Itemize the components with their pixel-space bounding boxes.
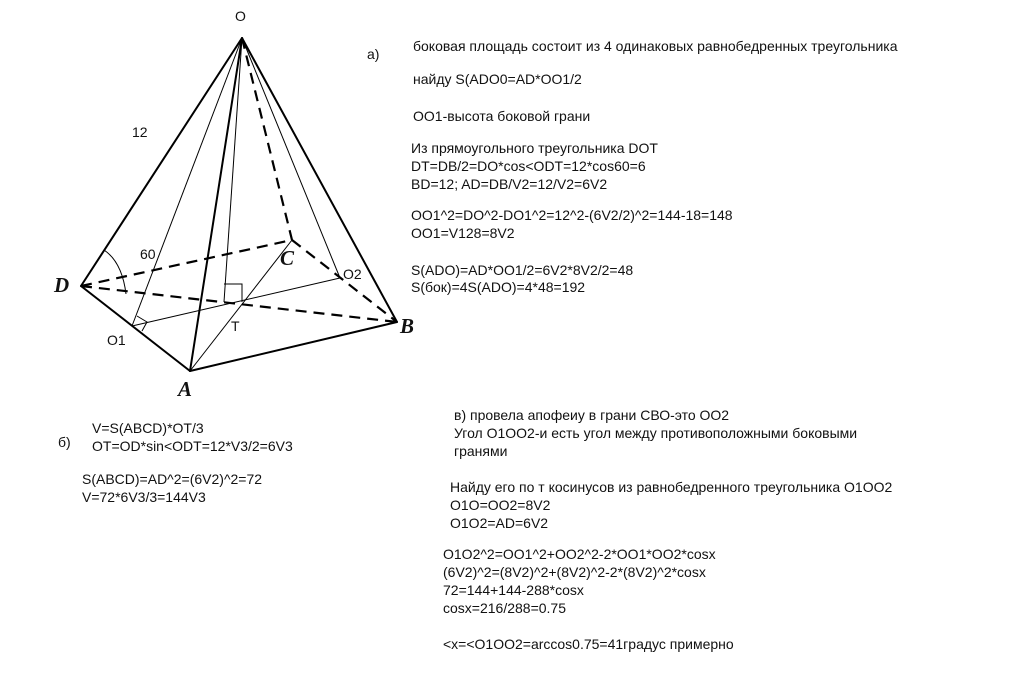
part-b-line-4: V=72*6V3/3=144V3 bbox=[82, 489, 206, 505]
part-v-line-4: Найду его по т косинусов из равнобедренного треугольника O1OO2 bbox=[450, 479, 893, 495]
point-label-O1: O1 bbox=[107, 332, 126, 348]
edge-OC-hidden bbox=[242, 38, 292, 240]
part-a-marker: а) bbox=[367, 46, 380, 62]
part-a-line-5: DT=DB/2=DO*cos<ODT=12*cos60=6 bbox=[411, 158, 646, 174]
part-b-line-3: S(ABCD)=AD^2=(6V2)^2=72 bbox=[82, 471, 263, 487]
point-label-T: T bbox=[231, 318, 240, 334]
vertex-label-C: C bbox=[280, 246, 295, 270]
edge-OB bbox=[242, 38, 397, 322]
angle-label: 60 bbox=[140, 246, 156, 262]
point-label-O2: O2 bbox=[343, 266, 362, 282]
part-a-line-6: BD=12; AD=DB/V2=12/V2=6V2 bbox=[411, 176, 608, 192]
part-v-line-11: <x=<O1OO2=arccos0.75=41градус примерно bbox=[443, 636, 734, 652]
vertex-label-O: O bbox=[235, 8, 246, 24]
vertex-label-B: B bbox=[400, 314, 415, 338]
edge-length-label: 12 bbox=[132, 124, 148, 140]
vertex-label-A: A bbox=[178, 377, 193, 401]
part-a-line-2: найду S(ADO0=AD*OO1/2 bbox=[413, 71, 582, 87]
part-v-line-6: O1O2=AD=6V2 bbox=[450, 515, 549, 531]
part-v-line-5: O1O=OO2=8V2 bbox=[450, 497, 551, 513]
part-b-line-1: V=S(ABCD)*OT/3 bbox=[92, 420, 204, 436]
edge-DA bbox=[81, 286, 190, 371]
part-v-line-8: (6V2)^2=(8V2)^2+(8V2)^2-2*(8V2)^2*cosx bbox=[443, 564, 706, 580]
part-a-line-8: OO1=V128=8V2 bbox=[411, 225, 515, 241]
part-a-line-1: боковая площадь состоит из 4 одинаковых равнобедренных треугольника bbox=[413, 38, 898, 54]
edge-AB bbox=[190, 322, 397, 371]
diagonal-DB-hidden bbox=[81, 286, 397, 322]
part-v-line-3: гранями bbox=[454, 443, 508, 459]
part-a-line-9: S(ADO)=AD*OO1/2=6V2*8V2/2=48 bbox=[411, 262, 634, 278]
part-b-marker: б) bbox=[58, 434, 71, 450]
part-a-line-4: Из прямоугольного треугольника DOT bbox=[411, 140, 658, 156]
part-v-line-9: 72=144+144-288*cosx bbox=[443, 582, 584, 598]
vertex-label-D: D bbox=[54, 273, 70, 297]
part-v-line-1: в) провела апофеиу в грани СВО-это ОО2 bbox=[454, 407, 730, 423]
part-a-line-10: S(бок)=4S(ADO)=4*48=192 bbox=[411, 279, 586, 295]
part-v-line-7: O1O2^2=OO1^2+OO2^2-2*OO1*OO2*cosx bbox=[443, 546, 716, 562]
angle-arc-D bbox=[104, 250, 126, 294]
edge-DC-hidden bbox=[81, 240, 295, 286]
part-b-line-2: OT=OD*sin<ODT=12*V3/2=6V3 bbox=[92, 438, 293, 454]
part-a-line-7: OO1^2=DO^2-DO1^2=12^2-(6V2/2)^2=144-18=148 bbox=[411, 207, 733, 223]
part-a-line-3: OO1-высота боковой грани bbox=[413, 108, 591, 124]
right-angle-mark-T bbox=[224, 284, 242, 302]
part-v-line-2: Угол O1OO2-и есть угол между противоположными боковыми bbox=[454, 425, 858, 441]
part-v-line-10: cosx=216/288=0.75 bbox=[443, 600, 566, 616]
